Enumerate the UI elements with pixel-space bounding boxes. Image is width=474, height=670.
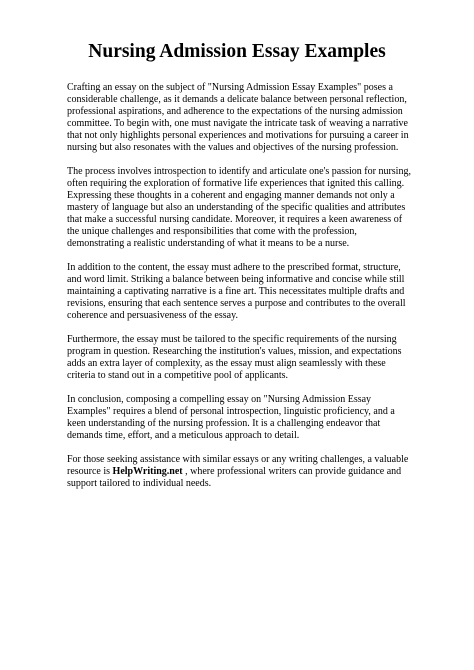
- closing-paragraph: [67, 454, 415, 490]
- paragraph-5: In conclusion, composing a compelling essay on "Nursing Admission Essay Examples" requires a blend of personal introspection, linguistic proficiency, and a keen understanding of the nursing profession. It is a challenging endeavor that demands time, effort, and a meticulous approach to detail.: [67, 394, 395, 441]
- closing-text-after-link: , where professional writers can provide guidance and support tailored to individual needs.: [67, 466, 402, 489]
- paragraph-3: In addition to the content, the essay must adhere to the prescribed format, structure, and word limit. Striking a balance between being informative and concise while still maintaining a captivating narrative is a fine art. This necessitates multiple drafts and revisions, ensuring that each sentence serves a purpose and contributes to the overall coherence and persuasiveness of the essay.: [67, 262, 406, 321]
- paragraph-4: Furthermore, the essay must be tailored to the specific requirements of the nursing program in question. Researching the institution's values, mission, and expectations adds an extra layer of complexity, as the essay must align seamlessly with these criteria to stand out in a competitive pool of applicants.: [67, 334, 402, 381]
- paragraph-2: The process involves introspection to identify and articulate one's passion for nursing, often requiring the exploration of formative life experiences that ignited this calling. Expressing these thoughts in a coherent and engaging manner demands not only a mastery of language but also an understanding of the specific qualities and attributes that make a successful nursing candidate. Moreover, it requires a keen awareness of the unique challenges and responsibilities that come with the profession, demonstrating a realistic understanding of what it means to be a nurse.: [67, 166, 411, 249]
- paragraph-1: Crafting an essay on the subject of "Nursing Admission Essay Examples" poses a considerable challenge, as it demands a delicate balance between personal reflection, professional aspirations, and adherence to the expectations of the nursing admission committee. To begin with, one must navigate the intricate task of weaving a narrative that not only highlights personal experiences and motivations for pursuing a career in nursing but also resonates with the values and objectives of the nursing profession.: [67, 82, 409, 153]
- page-title: Nursing Admission Essay Examples: [88, 41, 386, 62]
- essay-body: [67, 82, 415, 502]
- resource-link[interactable]: HelpWriting.net: [112, 466, 183, 477]
- closing-text-before-link: For those seeking assistance with similar essays or any writing challenges, a valuable resource is: [67, 454, 409, 477]
